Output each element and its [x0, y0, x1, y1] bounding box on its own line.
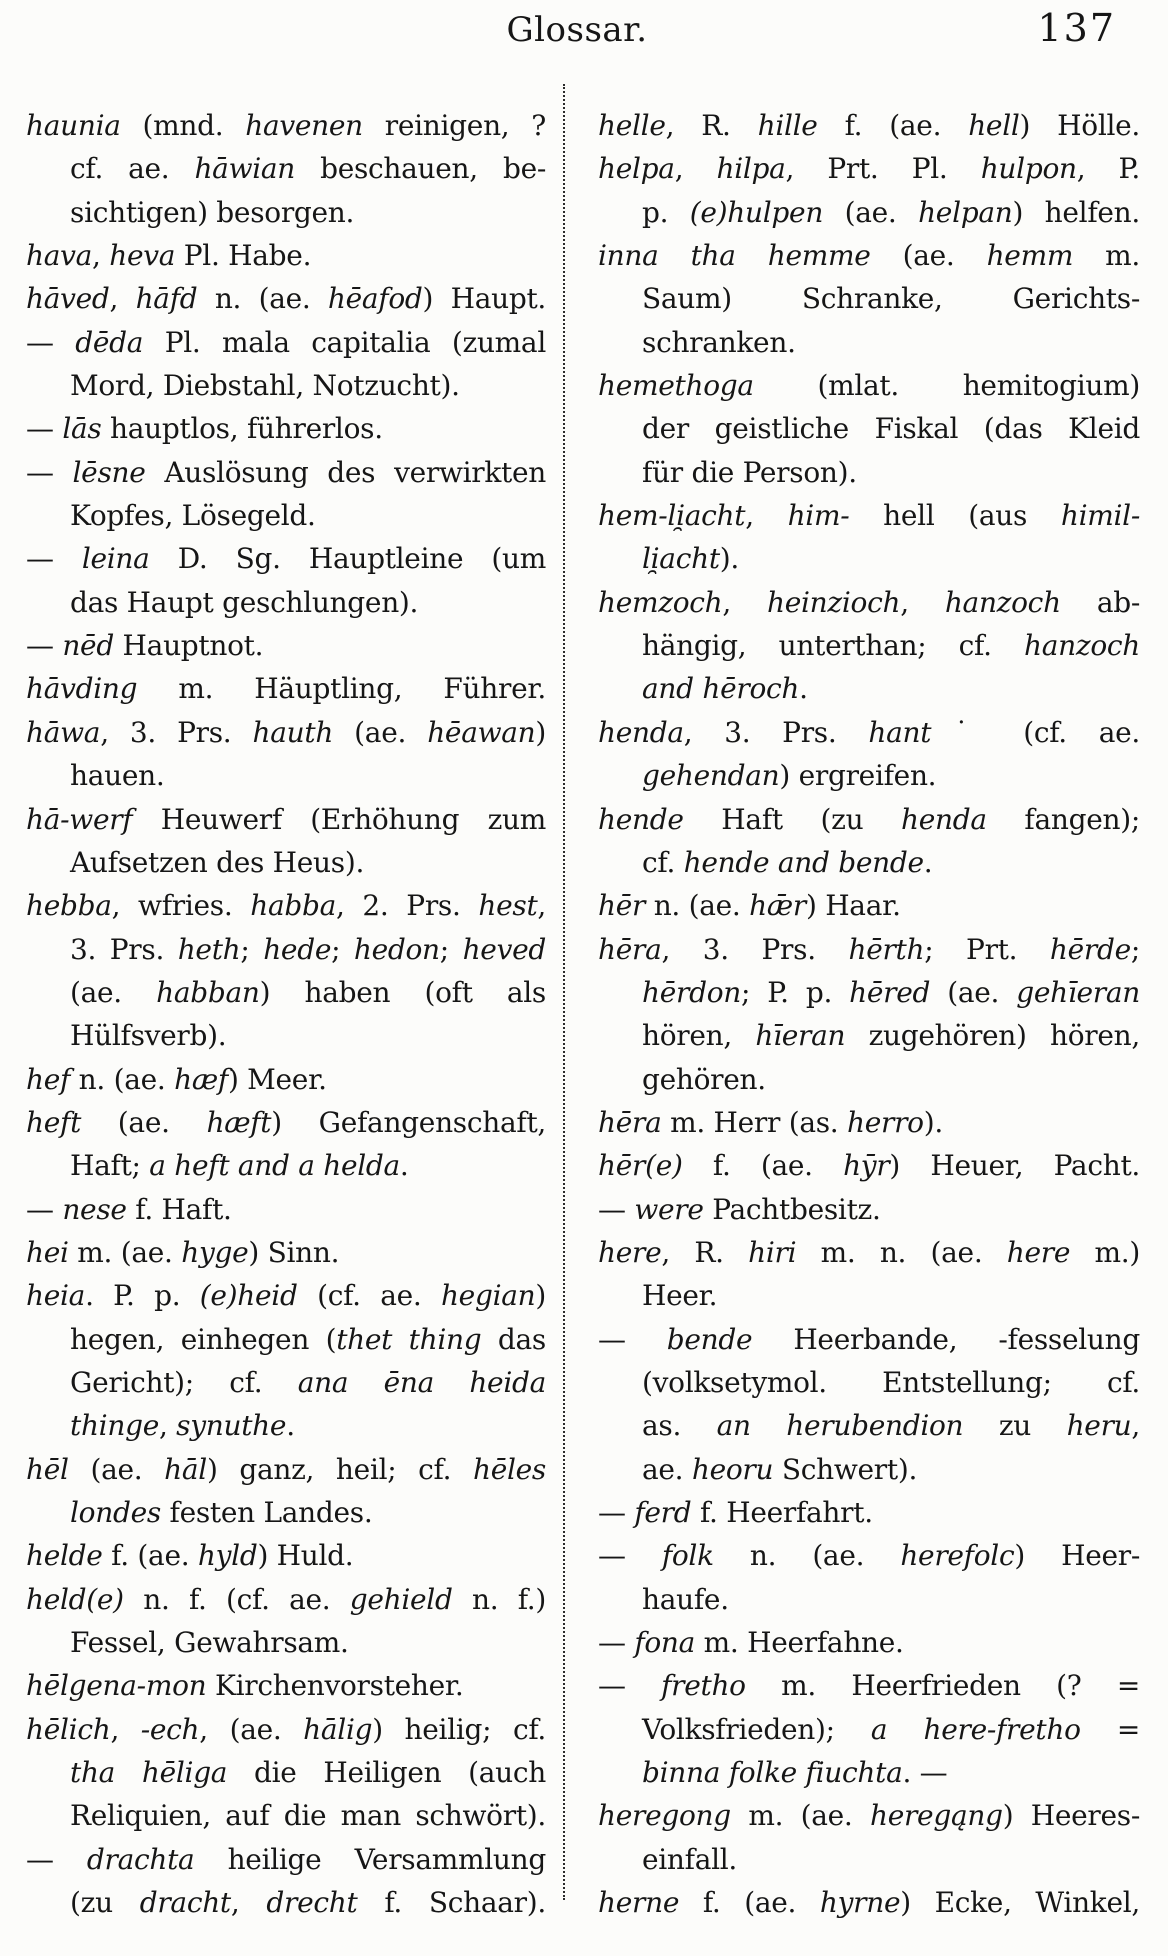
glossary-line: gehendan) ergreifen. [642, 759, 937, 793]
glossary-line: gehören. [642, 1062, 766, 1096]
glossary-line: ae. heoru Schwert). [642, 1452, 918, 1486]
page-header [0, 6, 1168, 66]
glossary-line: here, R. hiri m. n. (ae. here m.) [598, 1235, 1141, 1269]
glossary-line: hende Haft (zu henda fangen); [598, 802, 1140, 836]
glossary-line: Gericht); cf. ana ēna heida [70, 1365, 547, 1399]
right-column [598, 104, 1140, 1924]
glossary-line: Kopfes, Lösegeld. [70, 499, 316, 533]
glossary-line: einfall. [642, 1842, 738, 1876]
glossary-line: cf. hende and bende. [642, 845, 933, 879]
glossary-line: Reliquien, auf die man schwört). [70, 1799, 546, 1833]
glossary-line: — ferd f. Heerfahrt. [598, 1496, 873, 1529]
glossary-line: — dēda Pl. mala capitalia (zumal [26, 325, 546, 359]
page-number: 137 [1037, 6, 1116, 50]
glossary-line: hemethoga (mlat. hemitogium) [598, 369, 1140, 403]
glossary-line: hemzoch, heinzioch, hanzoch ab- [598, 585, 1140, 619]
glossary-line: hängig, unterthan; cf. hanzoch [642, 629, 1140, 663]
glossary-line: Heer. [642, 1279, 718, 1313]
glossary-line: für die Person). [642, 455, 857, 489]
glossary-line: Saum) Schranke, Gerichts- [642, 282, 1140, 316]
glossary-line: hāvding m. Häuptling, Führer. [26, 672, 546, 706]
glossary-line: hāved, hāfd n. (ae. hēafod) Haupt. [26, 282, 547, 316]
glossary-line: Aufsetzen des Heus). [70, 845, 365, 879]
left-column [26, 104, 546, 1924]
page-title: Glossar. [506, 10, 648, 50]
glossary-line: hēl (ae. hāl) ganz, heil; cf. hēles [26, 1452, 546, 1486]
glossary-line: p. (e)hulpen (ae. helpan) helfen. [642, 195, 1140, 229]
glossary-line: hēr n. (ae. hǣr) Haar. [598, 889, 901, 923]
glossary-line: hauen. [70, 759, 165, 793]
glossary-line: der geistliche Fiskal (das Kleid [642, 412, 1140, 446]
glossary-line: henda, 3. Prs. hant˙ (cf. ae. [598, 715, 1141, 749]
glossary-line: haunia (mnd. havenen reinigen, ? [26, 109, 546, 142]
glossary-line: (zu dracht, drecht f. Schaar). [70, 1886, 546, 1920]
glossary-line: binna folke fiuchta. — [642, 1756, 948, 1790]
glossary-line: — nēd Hauptnot. [26, 629, 264, 663]
glossary-line: hegen, einhegen (thet thing das [70, 1322, 546, 1356]
glossary-line: — nese f. Haft. [26, 1192, 232, 1226]
glossary-line: heregong m. (ae. heregąng) Heeres- [598, 1799, 1141, 1833]
glossary-line: inna tha hemme (ae. hemm m. [598, 239, 1141, 273]
glossary-line: thinge, synuthe. [70, 1409, 295, 1443]
glossary-line: (ae. habban) haben (oft als [70, 975, 546, 1009]
glossary-line: tha hēliga die Heiligen (auch [70, 1756, 547, 1790]
glossary-line: hem-li̯acht, him- hell (aus himil- [598, 499, 1141, 533]
glossary-line: londes festen Landes. [70, 1496, 373, 1529]
glossary-line: hei m. (ae. hyge) Sinn. [26, 1235, 340, 1269]
glossary-line: (volksetymol. Entstellung; cf. [642, 1365, 1140, 1399]
glossary-line: held(e) n. f. (cf. ae. gehield n. f.) [26, 1582, 546, 1616]
glossary-line: hā-werf Heuwerf (Erhöhung zum [26, 802, 546, 836]
glossary-line: hēlgena-mon Kirchenvorsteher. [26, 1669, 464, 1703]
glossary-line: heft (ae. hæft) Gefangenschaft, [26, 1105, 546, 1139]
glossary-line: das Haupt geschlungen). [70, 585, 419, 619]
glossary-line: Haft; a heft and a helda. [70, 1149, 409, 1183]
glossary-line: hebba, wfries. habba, 2. Prs. hest, [26, 889, 547, 923]
glossary-line: hēra, 3. Prs. hērth; Prt. hērde; [598, 932, 1140, 966]
glossary-line: — folk n. (ae. herefolc) Heer- [598, 1539, 1140, 1573]
glossary-line: hören, hīeran zugehören) hören, [642, 1019, 1140, 1053]
glossary-line: helle, R. hille f. (ae. hell) Hölle. [598, 109, 1141, 142]
glossary-line: hēlich, -ech, (ae. hālig) heilig; cf. [26, 1712, 546, 1746]
glossary-line: hef n. (ae. hæf) Meer. [26, 1062, 327, 1096]
glossary-line: Fessel, Gewahrsam. [70, 1626, 349, 1660]
glossary-line: — drachta heilige Versammlung [26, 1842, 546, 1876]
glossary-line: hēr(e) f. (ae. hȳr) Heuer, Pacht. [598, 1149, 1140, 1183]
glossary-line: Mord, Diebstahl, Notzucht). [70, 369, 460, 403]
glossary-line: Volksfrieden); a here-fretho = [642, 1712, 1140, 1746]
glossary-line: — fona m. Heerfahne. [598, 1626, 904, 1660]
glossary-line: schranken. [642, 325, 796, 359]
glossary-line: sichtigen) besorgen. [70, 195, 355, 229]
glossary-line: hērdon; P. p. hēred (ae. gehīeran [642, 975, 1140, 1009]
glossary-line: helde f. (ae. hyld) Huld. [26, 1539, 354, 1573]
glossary-line: — lās hauptlos, führerlos. [26, 412, 383, 446]
glossary-line: heia. P. p. (e)heid (cf. ae. hegian) [26, 1279, 546, 1313]
column-divider-rule [563, 84, 565, 1900]
glossary-line: herne f. (ae. hyrne) Ecke, Winkel, [598, 1886, 1141, 1920]
glossary-line: Hülfsverb). [70, 1019, 227, 1053]
glossary-line: — fretho m. Heerfrieden (? = [598, 1669, 1140, 1703]
glossary-line: — were Pachtbesitz. [598, 1192, 881, 1226]
glossary-line: cf. ae. hāwian beschauen, be- [70, 152, 546, 186]
glossary-line: li̯acht). [642, 542, 740, 576]
glossary-line: and hēroch. [642, 672, 808, 706]
glossary-line: haufe. [642, 1582, 729, 1616]
glossary-line: hāwa, 3. Prs. hauth (ae. hēawan) [26, 715, 547, 749]
glossary-line: 3. Prs. heth; hede; hedon; heved [70, 932, 546, 966]
glossary-line: helpa, hilpa, Prt. Pl. hulpon, P. [598, 152, 1141, 186]
glossary-line: — lēsne Auslösung des verwirkten [26, 455, 546, 489]
glossary-line: hēra m. Herr (as. herro). [598, 1105, 943, 1139]
glossary-line: — bende Heerbande, -fesselung [598, 1322, 1140, 1356]
glossary-line: — leina D. Sg. Hauptleine (um [26, 542, 546, 576]
glossary-line: as. an herubendion zu heru, [642, 1409, 1140, 1443]
glossary-line: hava, heva Pl. Habe. [26, 239, 312, 273]
